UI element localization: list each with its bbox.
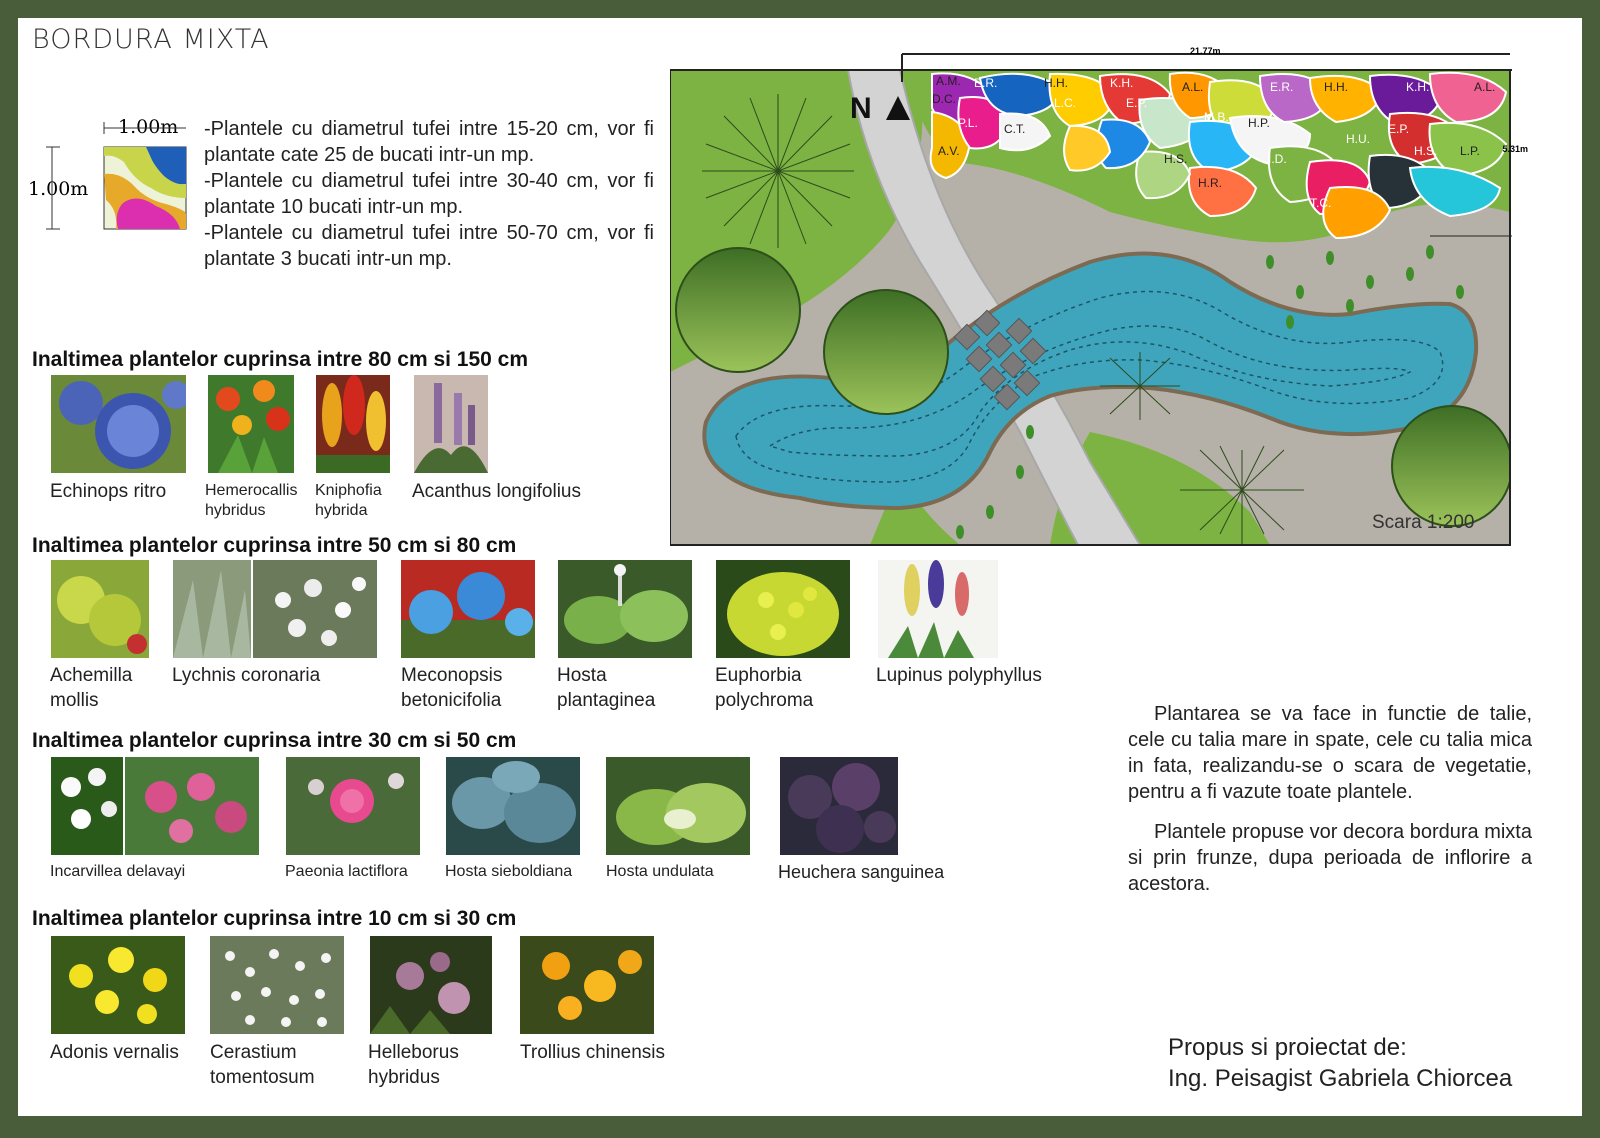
note-paragraph: Plantarea se va face in functie de talie, cele cu talia mare in spate, cele cu talia mica in fata, realizandu-se o scara de vegetatie, pentru a fi vazute toate plantele. bbox=[1128, 703, 1532, 803]
plant-code: L.C. bbox=[1054, 96, 1077, 110]
plant-code: H.S. bbox=[1414, 144, 1438, 158]
photo-hosta-undulata bbox=[606, 757, 750, 855]
photo-euphorbia-polychroma bbox=[716, 560, 850, 658]
plant-code: A.M. bbox=[936, 74, 961, 88]
plant-code: H.H. bbox=[1324, 80, 1348, 94]
plant-code: H.H. bbox=[1044, 76, 1068, 90]
credit-line-2: Ing. Peisagist Gabriela Chiorcea bbox=[1168, 1065, 1513, 1092]
photo-hemerocallis-hybridus bbox=[208, 375, 294, 473]
module-width-label: 1.00m bbox=[118, 116, 179, 138]
photo-heuchera-sanguinea bbox=[780, 757, 898, 855]
plant-name: Hosta undulata bbox=[606, 863, 714, 880]
plant-code: H.R. bbox=[1198, 176, 1222, 190]
plant-code: L.P. bbox=[1460, 144, 1480, 158]
plant-name: Lupinus polyphyllus bbox=[876, 665, 1042, 686]
photo-echinops-ritro bbox=[51, 375, 186, 473]
photo-cerastium-tomentosum bbox=[210, 936, 344, 1034]
plant-code: E.R. bbox=[974, 76, 998, 90]
photo-achemilla-mollis bbox=[51, 560, 149, 658]
plant-name: Adonis vernalis bbox=[50, 1042, 179, 1063]
planting-notes bbox=[1128, 701, 1532, 911]
photo-lupinus-polyphyllus bbox=[878, 560, 998, 658]
plant-code: T.C. bbox=[1310, 196, 1332, 210]
designer-credit bbox=[1168, 1032, 1512, 1094]
plant-name: Paeonia lactiflora bbox=[285, 863, 408, 880]
plant-code: A.L. bbox=[1182, 80, 1204, 94]
plant-name: Incarvillea delavayi bbox=[50, 863, 186, 880]
module-height-label: 1.00m bbox=[28, 178, 89, 200]
plant-name: Trollius chinensis bbox=[520, 1042, 666, 1063]
photo-lychnis-coronaria bbox=[173, 560, 377, 658]
plant-code: I.D. bbox=[1268, 152, 1287, 166]
plant-name: Hosta plantaginea bbox=[557, 665, 656, 711]
plant-name: Hosta sieboldiana bbox=[445, 863, 573, 880]
plant-code: A.V. bbox=[938, 144, 960, 158]
photo-paeonia-lactiflora bbox=[286, 757, 420, 855]
group-heading-10-30: Inaltimea plantelor cuprinsa intre 10 cm si 30 cm bbox=[32, 907, 517, 930]
page-title: BORDURA MIXTA bbox=[32, 24, 270, 55]
rule-line: -Plantele cu diametrul tufei intre 15-20 cm, vor fi plantate cate 25 de bucati intr-un mp. bbox=[204, 118, 654, 166]
plant-code: K.H. bbox=[1110, 76, 1134, 90]
plant-code: E.R. bbox=[1270, 80, 1294, 94]
scale-label: Scara 1:200 bbox=[1372, 512, 1475, 533]
module-square bbox=[26, 114, 196, 239]
plant-name: Achemilla mollis bbox=[50, 665, 133, 711]
planting-density-rules bbox=[204, 116, 654, 272]
plant-name: Euphorbia polychroma bbox=[715, 665, 814, 711]
landscape-plan bbox=[670, 46, 1528, 547]
plant-code: K.H. bbox=[1406, 80, 1430, 94]
photo-helleborus-hybridus bbox=[370, 936, 492, 1034]
plant-code: E.P. bbox=[1126, 96, 1148, 110]
plant-name: Meconopsis betonicifolia bbox=[401, 665, 503, 711]
photo-hosta-plantaginea bbox=[558, 560, 692, 658]
plan-sheet bbox=[18, 18, 1582, 1116]
plant-code: H.P. bbox=[1248, 116, 1270, 130]
photo-meconopsis-betonicifolia bbox=[401, 560, 535, 658]
rule-line: -Plantele cu diametrul tufei intre 30-40 cm, vor fi plantate 10 bucati intr-un mp. bbox=[204, 170, 654, 218]
plant-code: A.L. bbox=[1474, 80, 1496, 94]
plant-code: E.P. bbox=[1388, 122, 1410, 136]
plant-code: C.T. bbox=[1004, 122, 1026, 136]
photo-incarvillea-delavayi bbox=[51, 757, 259, 855]
plant-name: Lychnis coronaria bbox=[172, 665, 321, 686]
plant-name: Echinops ritro bbox=[50, 481, 167, 502]
plant-name: Kniphofia hybrida bbox=[315, 482, 382, 519]
plant-name: Heuchera sanguinea bbox=[778, 862, 945, 882]
rule-line: -Plantele cu diametrul tufei intre 50-70 cm, vor fi plantate 3 bucati intr-un mp. bbox=[204, 222, 654, 270]
plant-code: D.C. bbox=[932, 92, 956, 106]
note-paragraph: Plantele propuse vor decora bordura mixta si prin frunze, dupa perioada de inflorire a acestora. bbox=[1128, 821, 1532, 895]
plant-name: Hemerocallis hybridus bbox=[205, 482, 298, 519]
plant-code: H.S. bbox=[1164, 152, 1188, 166]
length-dimension: 21.77m bbox=[1190, 46, 1221, 56]
plant-name: Helleborus hybridus bbox=[368, 1042, 459, 1088]
plant-code: P.L. bbox=[958, 116, 978, 130]
planting-module-diagram bbox=[26, 114, 196, 239]
width-dimension: 5.31m bbox=[1502, 144, 1528, 154]
photo-kniphofia-hybrida bbox=[316, 375, 390, 473]
photo-adonis-vernalis bbox=[51, 936, 185, 1034]
group-heading-50-80: Inaltimea plantelor cuprinsa intre 50 cm si 80 cm bbox=[32, 534, 517, 557]
plant-name: Acanthus longifolius bbox=[412, 481, 581, 502]
photo-hosta-sieboldiana bbox=[446, 757, 580, 855]
plant-code: M.B. bbox=[1204, 110, 1229, 124]
north-label: N bbox=[850, 92, 872, 125]
plant-name: Cerastium tomentosum bbox=[210, 1042, 315, 1088]
photo-trollius-chinensis bbox=[520, 936, 654, 1034]
group-heading-30-50: Inaltimea plantelor cuprinsa intre 30 cm si 50 cm bbox=[32, 729, 517, 752]
credit-line-1: Propus si proiectat de: bbox=[1168, 1034, 1407, 1061]
plant-code: H.U. bbox=[1346, 132, 1370, 146]
group-heading-80-150: Inaltimea plantelor cuprinsa intre 80 cm si 150 cm bbox=[32, 348, 529, 371]
photo-acanthus-longifolius bbox=[414, 375, 488, 473]
